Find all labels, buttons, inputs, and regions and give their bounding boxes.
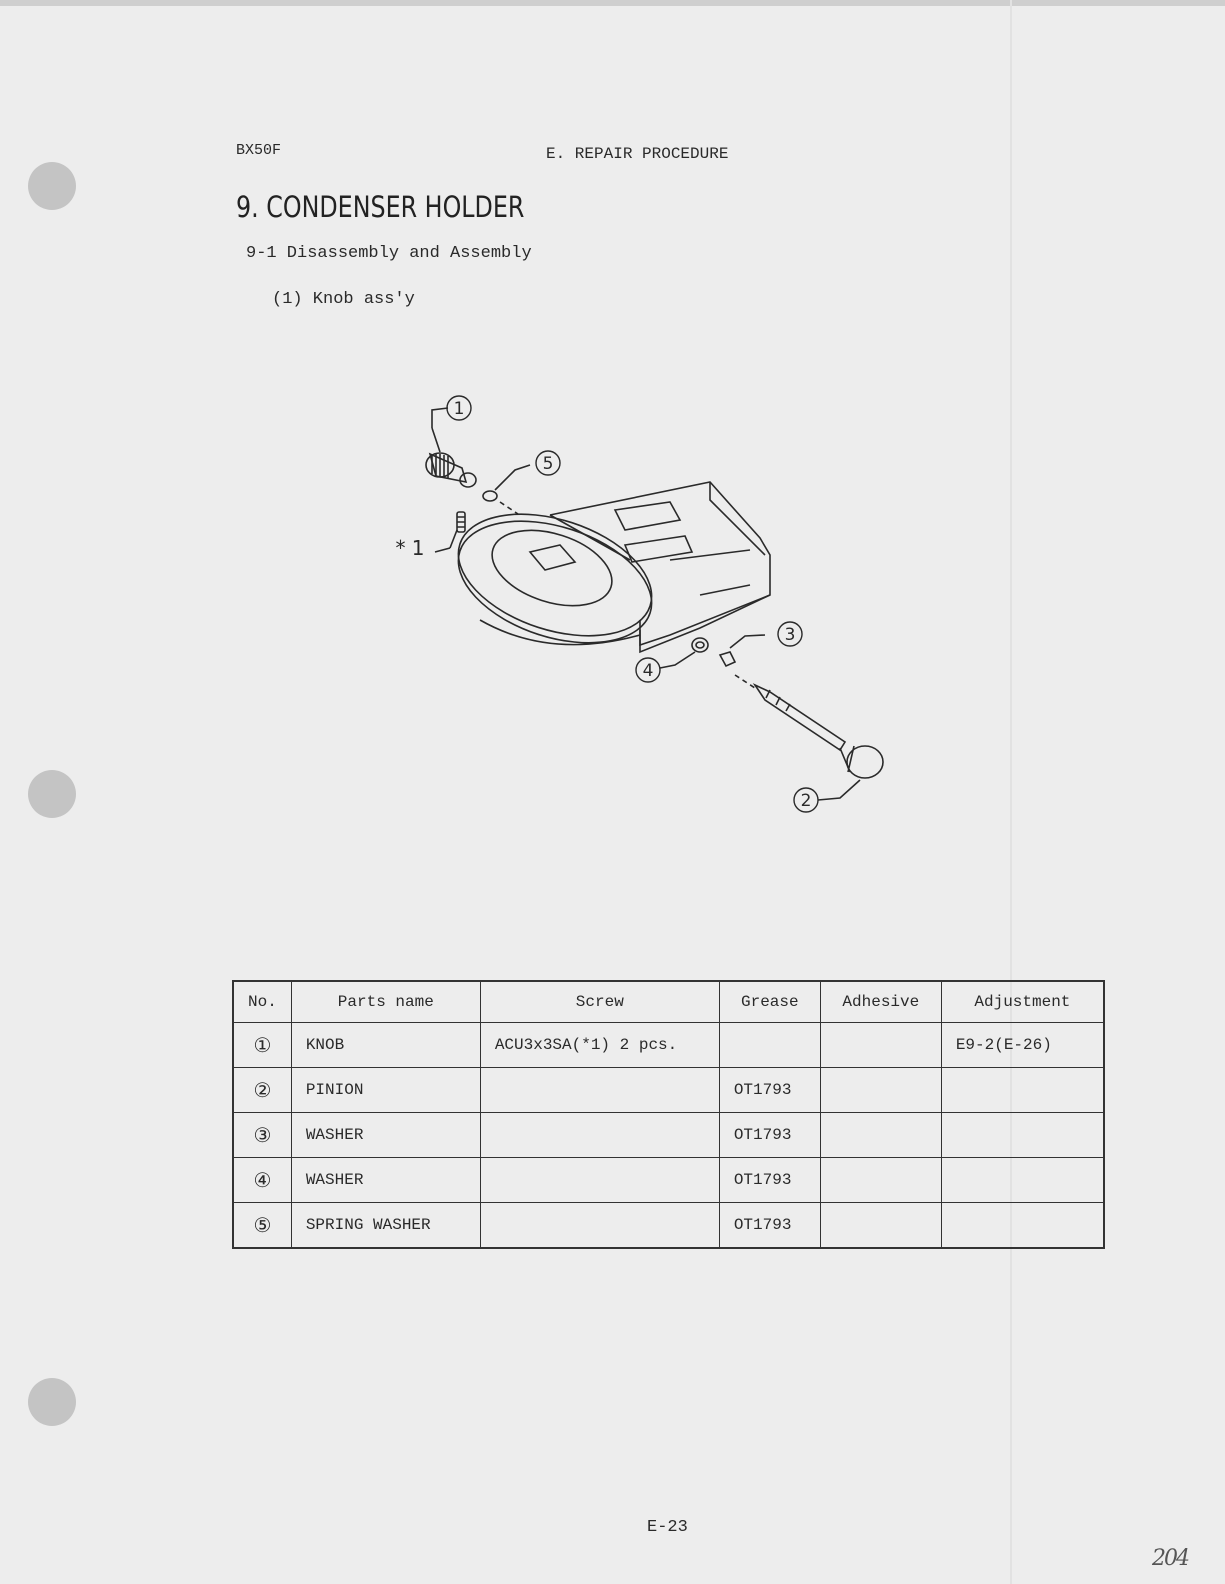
page-fold-line (1010, 0, 1012, 1584)
spring-washer-part (483, 491, 497, 501)
grease-cell: OT1793 (719, 1203, 820, 1249)
callout-1: 1 (453, 399, 465, 419)
table-row (233, 1203, 1104, 1249)
table-row (233, 1023, 1104, 1068)
header-no: No. (233, 981, 291, 1023)
adhesive-cell (820, 1023, 941, 1068)
binder-hole-top (28, 162, 76, 210)
row-number: ① (233, 1023, 291, 1068)
parts-table (232, 980, 1105, 1249)
callout-2: 2 (800, 791, 812, 811)
part-name: PINION (291, 1068, 480, 1113)
handwritten-page-number: 204 (1152, 1546, 1188, 1571)
knob-part (426, 453, 476, 487)
note-label: * 1 (395, 536, 425, 560)
screw-cell (480, 1068, 719, 1113)
row-number: ⑤ (233, 1203, 291, 1249)
row-number: ③ (233, 1113, 291, 1158)
part-name: SPRING WASHER (291, 1203, 480, 1249)
adhesive-cell (820, 1158, 941, 1203)
adhesive-cell (820, 1113, 941, 1158)
header-screw: Screw (480, 981, 719, 1023)
part-name: KNOB (291, 1023, 480, 1068)
adjustment-cell (941, 1203, 1104, 1249)
table-row (233, 1113, 1104, 1158)
model-name: BX50F (236, 142, 282, 159)
washer-3-part (720, 652, 735, 666)
callout-4: 4 (642, 661, 654, 681)
page-top-edge (0, 0, 1225, 6)
binder-hole-bottom (28, 1378, 76, 1426)
page-footer-number: E-23 (647, 1518, 688, 1537)
row-number: ④ (233, 1158, 291, 1203)
header-adhesive: Adhesive (820, 981, 941, 1023)
row-number: ② (233, 1068, 291, 1113)
header-parts-name: Parts name (291, 981, 480, 1023)
holder-body (550, 482, 770, 652)
adjustment-cell (941, 1113, 1104, 1158)
adhesive-cell (820, 1068, 941, 1113)
adjustment-cell: E9-2(E-26) (941, 1023, 1104, 1068)
callout-5: 5 (542, 454, 554, 474)
callout-3: 3 (784, 625, 796, 645)
set-screw-part (457, 512, 465, 532)
screw-cell (480, 1113, 719, 1158)
subsubsection-title: (1) Knob ass'y (272, 290, 415, 309)
screw-cell (480, 1203, 719, 1249)
exploded-view-diagram (370, 390, 910, 830)
pinion-part (755, 685, 883, 778)
grease-cell: OT1793 (719, 1158, 820, 1203)
binder-hole-middle (28, 770, 76, 818)
condenser-ring (443, 492, 667, 665)
grease-cell: OT1793 (719, 1113, 820, 1158)
adjustment-cell (941, 1068, 1104, 1113)
page-title: 9. CONDENSER HOLDER (236, 190, 525, 224)
part-name: WASHER (291, 1158, 480, 1203)
table-row (233, 1158, 1104, 1203)
header-grease: Grease (719, 981, 820, 1023)
table-header-row (233, 981, 1104, 1023)
subsection-title: 9-1 Disassembly and Assembly (246, 244, 532, 263)
grease-cell (719, 1023, 820, 1068)
table-row (233, 1068, 1104, 1113)
screw-cell (480, 1158, 719, 1203)
part-name: WASHER (291, 1113, 480, 1158)
washer-4-part (692, 638, 708, 652)
screw-cell: ACU3x3SA(*1) 2 pcs. (480, 1023, 719, 1068)
grease-cell: OT1793 (719, 1068, 820, 1113)
section-title: E. REPAIR PROCEDURE (546, 145, 729, 163)
header-adjustment: Adjustment (941, 981, 1104, 1023)
adhesive-cell (820, 1203, 941, 1249)
adjustment-cell (941, 1158, 1104, 1203)
